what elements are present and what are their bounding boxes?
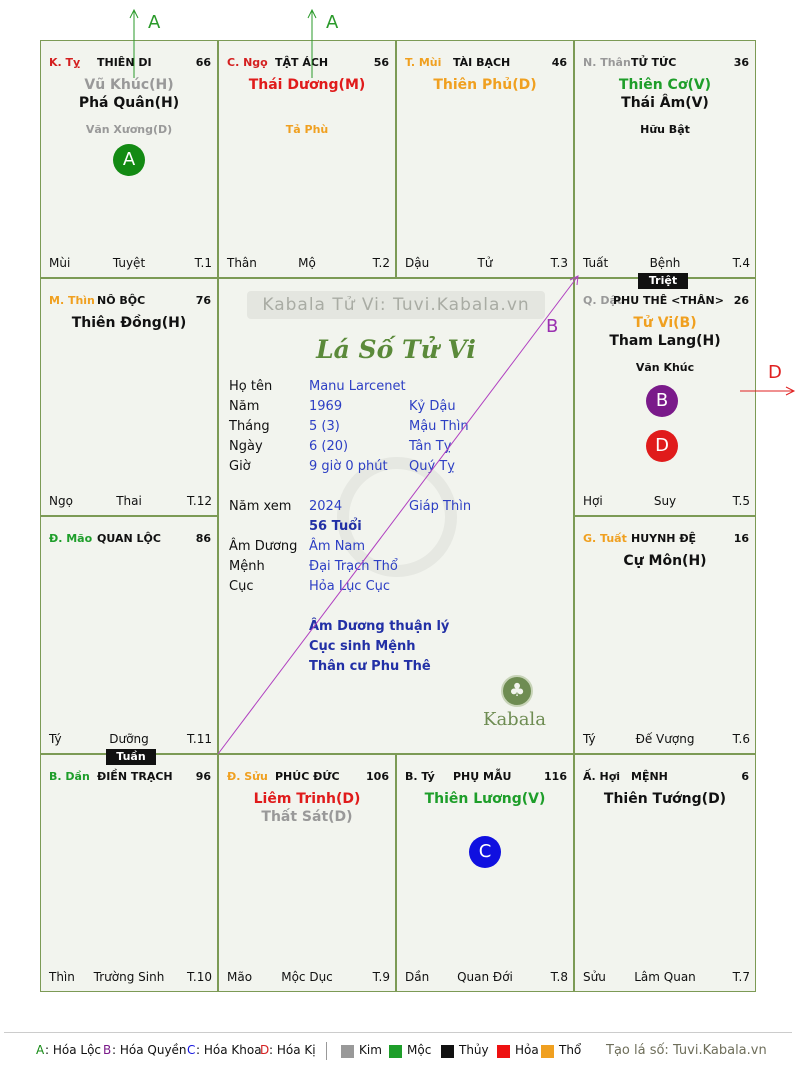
palace-life-stage: Thai	[116, 494, 142, 508]
palace-bottom-left: Thân	[227, 256, 257, 270]
palace-branch: N. Thân	[583, 56, 631, 69]
tuan-tag: Tuần	[106, 749, 156, 765]
legend-key: B	[103, 1043, 112, 1057]
palace-number: 46	[551, 56, 567, 69]
legend-label: : Hóa Kị	[269, 1043, 316, 1057]
minor-star: Văn Xương(D)	[85, 123, 173, 136]
info-value: Hỏa Lục Cục	[309, 579, 391, 594]
palace-branch: M. Thìn	[49, 294, 95, 307]
info-extra: Tân Tỵ	[409, 439, 452, 454]
palace-name: PHÚC ĐỨC	[275, 770, 340, 783]
palace-life-stage: Trường Sinh	[93, 970, 165, 984]
element-label: Thủy	[459, 1043, 489, 1057]
info-value: Âm Nam	[309, 539, 366, 554]
legend-key: C	[187, 1043, 196, 1057]
palace-number: 26	[733, 294, 749, 307]
center-panel	[218, 278, 574, 754]
palace-cell	[218, 754, 396, 992]
tree-icon: ♣	[509, 680, 526, 701]
element-swatch	[341, 1045, 354, 1058]
transform-marker: C	[469, 836, 501, 868]
info-note: Cục sinh Mệnh	[309, 639, 416, 654]
main-star: Thái Âm(V)	[621, 95, 709, 111]
palace-name: TẬT ÁCH	[275, 56, 329, 69]
site-credit[interactable]: Tạo lá số: Tuvi.Kabala.vn	[606, 1043, 767, 1058]
info-label: Năm	[229, 399, 260, 414]
palace-branch: K. Tỵ	[49, 56, 81, 69]
info-value: 1969	[309, 399, 343, 414]
info-label: Mệnh	[229, 559, 265, 574]
palace-bottom-right: T.4	[732, 256, 750, 270]
palace-bottom-right: T.12	[187, 494, 212, 508]
info-label: Họ tên	[229, 379, 273, 394]
palace-branch: B. Tý	[405, 770, 435, 783]
palace-number: 6	[741, 770, 749, 783]
main-star: Thiên Cơ(V)	[618, 77, 712, 93]
palace-life-stage: Tử	[477, 256, 493, 270]
palace-life-stage: Đế Vượng	[635, 732, 695, 746]
palace-bottom-left: Thìn	[49, 970, 75, 984]
horoscope-chart	[40, 40, 756, 992]
palace-number: 106	[366, 770, 389, 783]
palace-life-stage: Mộ	[298, 256, 316, 270]
palace-cell	[574, 754, 756, 992]
palace-number: 86	[195, 532, 211, 545]
transform-marker: A	[113, 144, 145, 176]
info-value: 9 giờ 0 phút	[309, 459, 388, 474]
main-star: Cự Môn(H)	[623, 553, 707, 569]
minor-star: Hữu Bật	[640, 123, 690, 136]
palace-bottom-right: T.2	[372, 256, 390, 270]
main-star: Thiên Phủ(D)	[433, 77, 537, 93]
palace-cell	[574, 516, 756, 754]
palace-number: 66	[195, 56, 211, 69]
info-label: Âm Dương	[229, 539, 298, 554]
palace-number: 36	[733, 56, 749, 69]
palace-number: 116	[544, 770, 567, 783]
palace-life-stage: Tuyệt	[112, 256, 146, 270]
palace-name: ĐIỀN TRẠCH	[97, 770, 173, 783]
main-star: Thiên Tướng(D)	[603, 791, 727, 807]
triet-tag: Triệt	[638, 273, 688, 289]
minor-star: Tả Phù	[285, 123, 329, 136]
main-star: Tham Lang(H)	[609, 333, 721, 349]
palace-bottom-left: Hợi	[583, 494, 603, 508]
palace-branch: C. Ngọ	[227, 56, 268, 69]
element-swatch	[497, 1045, 510, 1058]
arrow-label-a1: A	[148, 12, 161, 33]
palace-bottom-right: T.3	[550, 256, 568, 270]
palace-life-stage: Mộc Dục	[281, 970, 333, 984]
palace-branch: Đ. Mão	[49, 532, 93, 545]
info-value: 6 (20)	[309, 439, 349, 454]
palace-name: PHU THÊ <THÂN>	[613, 294, 724, 307]
main-star: Thiên Đồng(H)	[71, 315, 187, 331]
legend-key: A	[36, 1043, 45, 1057]
palace-number: 56	[373, 56, 389, 69]
info-extra: Mậu Thìn	[409, 419, 469, 434]
arrow-label-d: D	[768, 362, 782, 383]
palace-cell	[218, 40, 396, 278]
info-label: Năm xem	[229, 499, 292, 514]
palace-life-stage: Lâm Quan	[634, 970, 696, 984]
element-label: Hỏa	[515, 1043, 539, 1057]
palace-bottom-left: Tý	[49, 732, 62, 746]
palace-bottom-right: T.7	[732, 970, 750, 984]
palace-cell	[40, 516, 218, 754]
center-logo	[501, 675, 533, 707]
info-extra: Quý Tỵ	[409, 459, 455, 474]
palace-cell	[574, 40, 756, 278]
element-swatch	[389, 1045, 402, 1058]
legend-label: : Hóa Khoa	[196, 1043, 262, 1057]
palace-bottom-left: Dậu	[405, 256, 430, 270]
palace-bottom-left: Ngọ	[49, 494, 73, 508]
info-label: Cục	[229, 579, 254, 594]
main-star: Tử Vi(B)	[633, 315, 697, 331]
palace-life-stage: Suy	[653, 494, 677, 508]
palace-cell	[396, 40, 574, 278]
element-label: Mộc	[407, 1043, 432, 1057]
main-star: Thái Dương(M)	[248, 77, 366, 93]
palace-branch: Q. Dậu	[583, 294, 625, 307]
palace-name: QUAN LỘC	[97, 532, 161, 545]
legend-divider	[4, 1032, 792, 1033]
palace-bottom-left: Dần	[405, 970, 430, 984]
logo-text: Kabala	[483, 709, 546, 730]
info-label: Giờ	[229, 459, 251, 474]
info-value: 5 (3)	[309, 419, 340, 434]
info-note: Âm Dương thuận lý	[309, 619, 450, 634]
palace-name: MỆNH	[631, 770, 668, 783]
center-title: Lá Số Tử Vi	[316, 335, 476, 364]
element-label: Thổ	[559, 1043, 582, 1057]
info-age: 56 Tuổi	[309, 519, 362, 534]
palace-branch: T. Mùi	[405, 56, 442, 69]
palace-branch: B. Dần	[49, 770, 90, 783]
palace-life-stage: Quan Đới	[457, 970, 513, 984]
palace-branch: Đ. Sửu	[227, 770, 268, 783]
palace-cell	[40, 754, 218, 992]
palace-life-stage: Dưỡng	[109, 732, 149, 746]
watermark-text: Kabala Tử Vi: Tuvi.Kabala.vn	[262, 295, 530, 315]
palace-number: 76	[195, 294, 211, 307]
info-value: Manu Larcenet	[309, 379, 406, 394]
info-value: 2024	[309, 499, 343, 514]
arrow-label-a2: A	[326, 12, 339, 33]
palace-bottom-left: Mão	[227, 970, 253, 984]
legend-separator	[326, 1042, 327, 1060]
palace-bottom-left: Tuất	[583, 256, 609, 270]
element-swatch	[541, 1045, 554, 1058]
info-label: Tháng	[229, 419, 270, 434]
legend-label: : Hóa Quyền	[112, 1043, 187, 1057]
palace-bottom-right: T.5	[732, 494, 750, 508]
legend-label: : Hóa Lộc	[45, 1043, 102, 1057]
palace-bottom-right: T.9	[372, 970, 390, 984]
palace-life-stage: Bệnh	[649, 256, 681, 270]
palace-number: 16	[733, 532, 749, 545]
arrow-label-b: B	[546, 316, 559, 337]
main-star: Thất Sát(D)	[261, 809, 353, 825]
palace-cell	[396, 754, 574, 992]
transform-marker: D	[646, 430, 678, 462]
info-value: Đại Trạch Thổ	[309, 559, 398, 574]
info-note: Thân cư Phu Thê	[309, 659, 431, 674]
palace-name: TỬ TỨC	[631, 56, 677, 69]
palace-bottom-left: Mùi	[49, 256, 71, 270]
transform-marker: B	[646, 385, 678, 417]
info-label: Ngày	[229, 439, 263, 454]
palace-name: HUYNH ĐỆ	[631, 532, 697, 545]
info-extra: Kỷ Dậu	[409, 399, 456, 414]
element-label: Kim	[359, 1043, 382, 1057]
main-star: Vũ Khúc(H)	[84, 77, 174, 93]
palace-bottom-right: T.11	[187, 732, 212, 746]
palace-name: NÔ BỘC	[97, 294, 146, 307]
palace-cell	[40, 278, 218, 516]
palace-name: TÀI BẠCH	[453, 56, 511, 69]
element-swatch	[441, 1045, 454, 1058]
legend-key: D	[260, 1043, 270, 1057]
palace-bottom-right: T.6	[732, 732, 750, 746]
palace-name: THIÊN DI	[97, 56, 152, 69]
palace-bottom-right: T.10	[187, 970, 212, 984]
palace-number: 96	[195, 770, 211, 783]
palace-bottom-left: Sửu	[583, 970, 606, 984]
main-star: Thiên Lương(V)	[424, 791, 546, 807]
palace-bottom-left: Tý	[583, 732, 596, 746]
palace-name: PHỤ MẪU	[453, 770, 512, 783]
minor-star: Văn Khúc	[635, 361, 695, 374]
palace-branch: G. Tuất	[583, 532, 627, 545]
palace-bottom-right: T.8	[550, 970, 568, 984]
main-star: Liêm Trinh(D)	[253, 791, 361, 807]
main-star: Phá Quân(H)	[78, 95, 180, 111]
palace-branch: Ấ. Hợi	[583, 770, 621, 783]
info-extra: Giáp Thìn	[409, 499, 472, 514]
palace-bottom-right: T.1	[194, 256, 212, 270]
